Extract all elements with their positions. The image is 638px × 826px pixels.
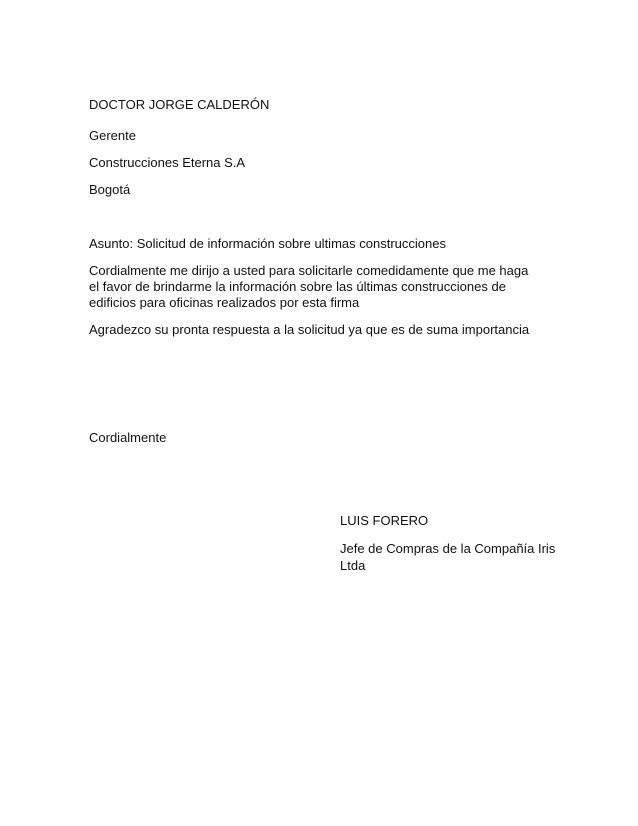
recipient-position: Gerente — [89, 128, 136, 143]
body-paragraph-2: Agradezco su pronta respuesta a la solicitud ya que es de suma importancia — [89, 322, 530, 337]
signature-name: LUIS FORERO — [340, 513, 429, 528]
recipient-company: Construcciones Eterna S.A — [89, 155, 246, 170]
closing: Cordialmente — [89, 430, 167, 445]
subject-line: Asunto: Solicitud de información sobre ultimas construcciones — [89, 236, 446, 251]
recipient-city: Bogotá — [89, 182, 131, 197]
recipient-name: DOCTOR JORGE CALDERÓN — [89, 97, 270, 112]
signature-title: Jefe de Compras de la Compañía Iris Ltda — [340, 541, 556, 573]
body-paragraph-1: Cordialmente me dirijo a usted para solicitarle comedidamente que me haga el favor de brindarme la información sobre las últimas construcciones de edificios para oficinas realizados por esta firma — [89, 263, 529, 310]
